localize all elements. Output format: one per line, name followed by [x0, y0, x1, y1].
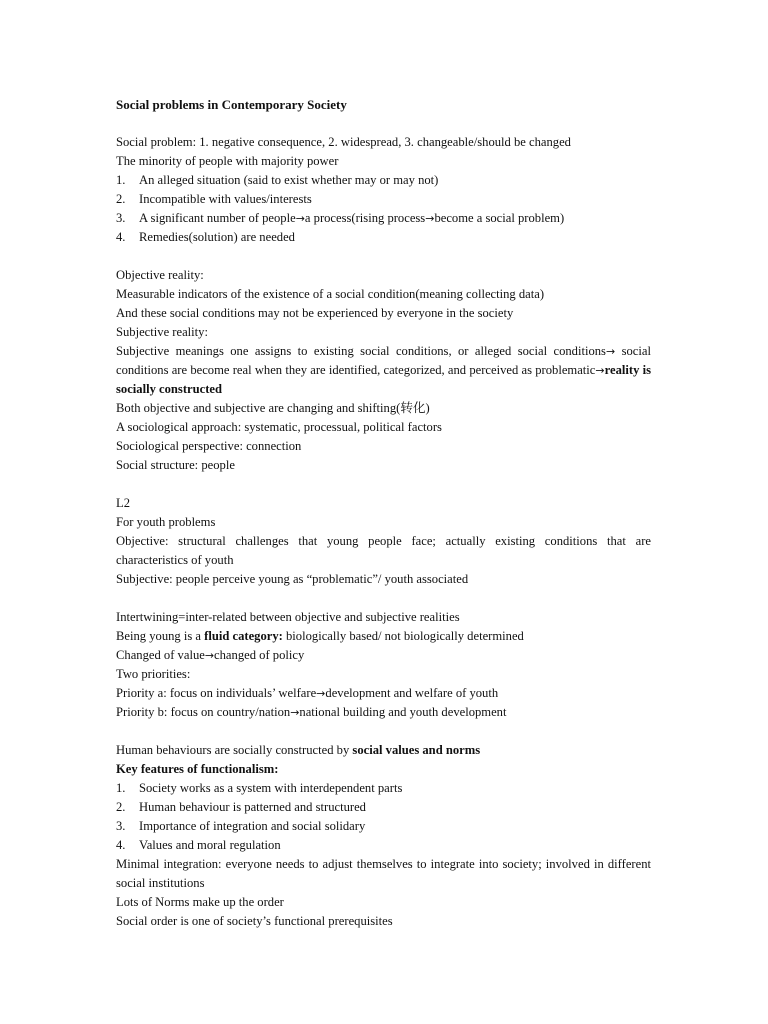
- minority-line: The minority of people with majority power: [116, 154, 339, 168]
- sociological-approach: A sociological approach: systematic, processual, political factors: [116, 420, 442, 434]
- subjective-youth-line: Subjective: people perceive young as “problematic”/ youth associated: [116, 572, 469, 586]
- spacer: [116, 589, 651, 608]
- youth-problems-line: For youth problems: [116, 515, 216, 529]
- line-text: biologically based/ not biologically determined: [282, 629, 524, 643]
- line-text: Human behaviours are socially constructed by: [116, 743, 353, 757]
- behaviours-line: [116, 741, 651, 760]
- sociological-perspective: Sociological perspective: connection: [116, 439, 302, 453]
- list-text: A significant number of people: [139, 211, 296, 225]
- arrow-icon: →: [316, 687, 326, 700]
- value-policy-line: [116, 646, 651, 665]
- document-title: Social problems in Contemporary Society: [116, 97, 347, 112]
- line-text: Priority a: focus on individuals’ welfare: [116, 686, 317, 700]
- line-text: Changed of value: [116, 648, 205, 662]
- list-item: [116, 228, 651, 247]
- measurable-indicators: Measurable indicators of the existence of a social condition(meaning collecting data): [116, 287, 545, 301]
- line-text: Being young is a: [116, 629, 205, 643]
- objective-youth-paragraph: Objective: structural challenges that young people face; actually existing conditions that are characteristics of youth: [116, 534, 651, 567]
- norms-line: Lots of Norms make up the order: [116, 895, 284, 909]
- list-item: [116, 171, 651, 190]
- fluid-category-line: [116, 627, 651, 646]
- list-number: 3.: [116, 819, 126, 833]
- line-text: development and welfare of youth: [325, 686, 499, 700]
- list-text: Remedies(solution) are needed: [139, 230, 295, 244]
- list-text: become a social problem): [434, 211, 565, 225]
- list-item: [116, 836, 651, 855]
- intertwining-line: Intertwining=inter-related between objective and subjective realities: [116, 610, 460, 624]
- list-number: 4.: [116, 230, 126, 244]
- arrow-icon: →: [595, 364, 605, 377]
- social-problem-definition: Social problem: 1. negative consequence, 2. widespread, 3. changeable/should be changed: [116, 135, 571, 149]
- subjective-reality-heading: Subjective reality:: [116, 325, 208, 339]
- line-text: national building and youth development: [299, 705, 507, 719]
- minimal-integration-paragraph: Minimal integration: everyone needs to adjust themselves to integrate into society; involved in different social institutions: [116, 857, 651, 890]
- bold-text: reality is socially constructed: [116, 363, 651, 396]
- document-page: [116, 95, 651, 931]
- line-text: Priority b: focus on country/nation: [116, 705, 291, 719]
- arrow-icon: →: [605, 345, 616, 358]
- list-number: 3.: [116, 211, 126, 225]
- subjective-meanings-paragraph: [116, 342, 651, 399]
- section-heading-l2: L2: [116, 496, 130, 510]
- list-item: [116, 817, 651, 836]
- list-text: Society works as a system with interdependent parts: [139, 781, 403, 795]
- list-text: Incompatible with values/interests: [139, 192, 312, 206]
- social-structure: Social structure: people: [116, 458, 235, 472]
- spacer: [116, 247, 651, 266]
- list-number: 1.: [116, 781, 126, 795]
- list-number: 2.: [116, 800, 126, 814]
- social-order-line: Social order is one of society’s functional prerequisites: [116, 914, 393, 928]
- list-item: [116, 798, 651, 817]
- priority-b-line: [116, 703, 651, 722]
- list-text: Importance of integration and social solidary: [139, 819, 366, 833]
- paragraph-text: Subjective meanings one assigns to existing social conditions, or alleged social conditions: [116, 344, 606, 358]
- line-text: changed of policy: [214, 648, 305, 662]
- spacer: [116, 475, 651, 494]
- list-number: 4.: [116, 838, 126, 852]
- changing-line: Both objective and subjective are changing and shifting(转化): [116, 401, 430, 415]
- paragraph-text: social conditions are become real when they are identified, categorized, and perceived as problematic: [116, 344, 651, 377]
- list-text: An alleged situation (said to exist whether may or may not): [139, 173, 439, 187]
- spacer: [116, 722, 651, 741]
- bold-text: fluid category:: [204, 629, 283, 643]
- spacer: [116, 114, 651, 133]
- objective-reality-heading: Objective reality:: [116, 268, 204, 282]
- bold-text: social values and norms: [352, 743, 481, 757]
- functionalism-heading: Key features of functionalism:: [116, 762, 279, 776]
- not-experienced-line: And these social conditions may not be experienced by everyone in the society: [116, 306, 514, 320]
- arrow-icon: →: [295, 212, 305, 225]
- list-item: [116, 209, 651, 228]
- list-item: [116, 190, 651, 209]
- list-text: Human behaviour is patterned and structured: [139, 800, 366, 814]
- priority-a-line: [116, 684, 651, 703]
- list-text: Values and moral regulation: [139, 838, 281, 852]
- list-text: a process(rising process: [304, 211, 426, 225]
- list-item: [116, 779, 651, 798]
- list-number: 1.: [116, 173, 126, 187]
- two-priorities-line: Two priorities:: [116, 667, 191, 681]
- arrow-icon: →: [425, 212, 435, 225]
- list-number: 2.: [116, 192, 126, 206]
- arrow-icon: →: [204, 649, 215, 662]
- arrow-icon: →: [290, 706, 300, 719]
